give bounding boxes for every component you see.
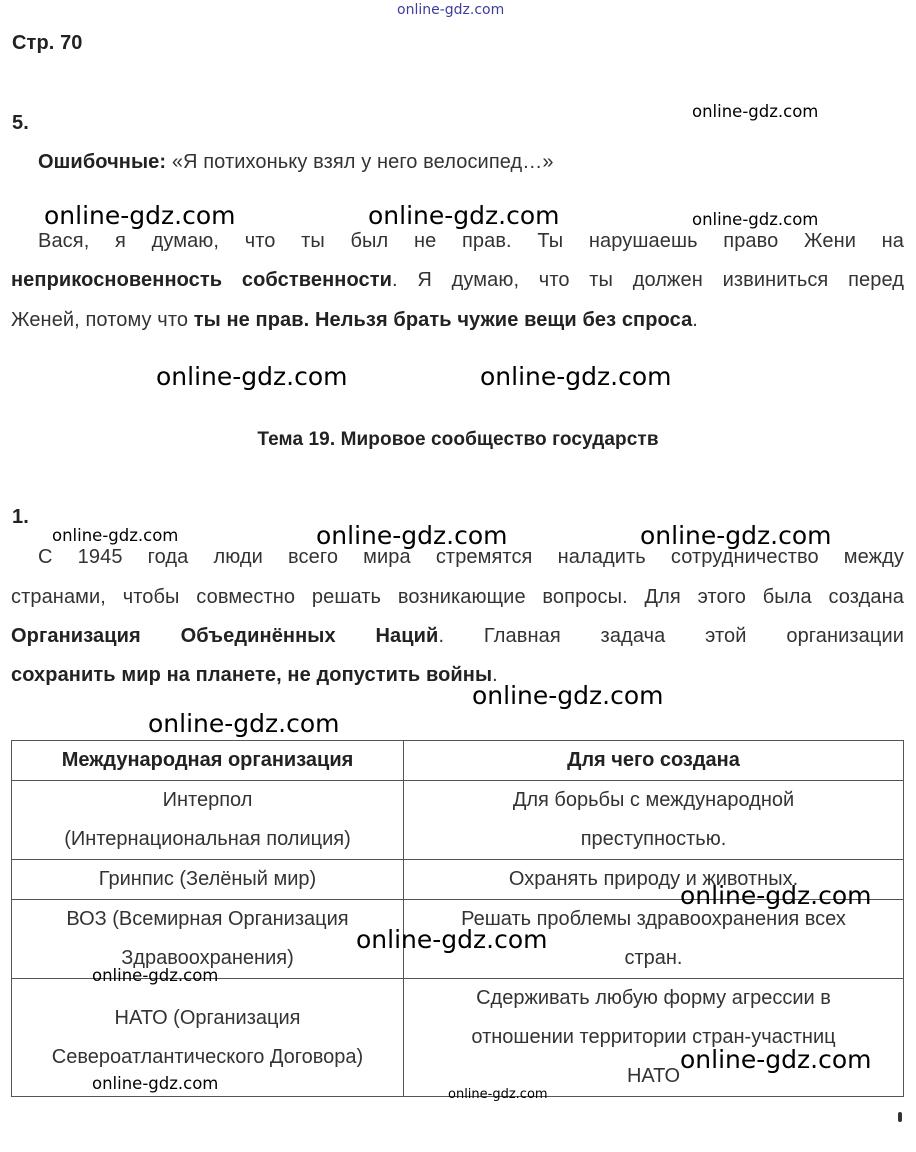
org-line: ВОЗ (Всемирная Организация bbox=[66, 908, 349, 930]
watermark: online-gdz.com bbox=[480, 362, 672, 391]
task1-line4-end: . bbox=[492, 664, 498, 686]
watermark: online-gdz.com bbox=[92, 966, 219, 985]
watermark: online-gdz.com bbox=[692, 210, 819, 229]
org-line: Интерпол bbox=[162, 789, 253, 811]
purpose-line: преступностью. bbox=[580, 828, 727, 850]
table-header-purpose: Для чего создана bbox=[404, 741, 904, 781]
task5-line3-start: Женей, потому что bbox=[11, 309, 194, 331]
org-line: НАТО (Организация bbox=[114, 1006, 301, 1029]
task5-bold-wrong: ты не прав. Нельзя брать чужие вещи без спроса bbox=[193, 309, 693, 331]
table-cell-purpose bbox=[404, 781, 904, 860]
table-row bbox=[12, 781, 904, 860]
purpose-line: отношении территории стран-участниц bbox=[471, 1026, 836, 1048]
org-line: Гринпис (Зелёный мир) bbox=[98, 868, 317, 890]
purpose-line: Сдерживать любую форму агрессии в bbox=[476, 987, 831, 1009]
task5-wrong-line bbox=[38, 143, 554, 182]
watermark: online-gdz.com bbox=[368, 201, 560, 230]
task1-number: 1. bbox=[12, 506, 29, 528]
task5-bold-property: неприкосновенность собственности bbox=[11, 269, 393, 291]
table-cell-purpose bbox=[404, 979, 904, 1097]
watermark: online-gdz.com bbox=[316, 521, 508, 550]
watermark: online-gdz.com bbox=[692, 102, 819, 121]
task1-line1: С 1945 года люди всего мира стремятся наладить сотрудничество между bbox=[38, 546, 904, 568]
watermark: online-gdz.com bbox=[44, 201, 236, 230]
purpose-line: стран. bbox=[624, 947, 683, 969]
watermark: online-gdz.com bbox=[156, 362, 348, 391]
watermark: online-gdz.com bbox=[680, 1045, 872, 1074]
topic-title: Тема 19. Мировое сообщество государств bbox=[257, 429, 659, 450]
watermark: online-gdz.com bbox=[52, 526, 179, 545]
table-header-organization: Международная организация bbox=[12, 741, 404, 781]
purpose-line: Охранять природу и животных. bbox=[508, 868, 799, 890]
task1-bold-goal: сохранить мир на планете, не допустить войны bbox=[11, 664, 493, 686]
task5-paragraph-line1: Вася, я думаю, что ты был не прав. Ты нарушаешь право Жени на bbox=[38, 230, 904, 252]
purpose-line: Решать проблемы здравоохранения всех bbox=[461, 908, 846, 930]
task5-wrong-quote: «Я потихоньку взял у него велосипед…» bbox=[171, 151, 554, 173]
table-cell-org bbox=[12, 860, 404, 900]
task5-paragraph-rest: . Я думаю, что ты должен извиниться перед bbox=[392, 269, 904, 291]
watermark: online-gdz.com bbox=[680, 881, 872, 910]
task1-line2: странами, чтобы совместно решать возникающие вопросы. Для этого была создана bbox=[11, 586, 904, 608]
task1-bold-un: Организация Объединённых Наций bbox=[11, 625, 439, 647]
watermark: online-gdz.com bbox=[356, 925, 548, 954]
task5-paragraph-line3 bbox=[11, 301, 698, 340]
watermark-top: online-gdz.com bbox=[397, 2, 505, 18]
task5-number: 5. bbox=[12, 112, 29, 134]
page-label: Стр. 70 bbox=[12, 32, 83, 54]
task1-line3 bbox=[11, 617, 904, 656]
watermark: online-gdz.com bbox=[640, 521, 832, 550]
watermark: online-gdz.com bbox=[448, 1087, 548, 1102]
watermark: online-gdz.com bbox=[472, 681, 664, 710]
task1-line4 bbox=[11, 656, 498, 695]
org-line: (Интернациональная полиция) bbox=[64, 828, 351, 850]
purpose-line: НАТО bbox=[626, 1065, 681, 1087]
task1-line3-rest: . Главная задача этой организации bbox=[438, 625, 904, 647]
scan-mark bbox=[898, 1112, 902, 1122]
org-line: Североатлантического Договора) bbox=[51, 1045, 364, 1068]
task5-wrong-label: Ошибочные: bbox=[38, 151, 167, 173]
task5-line3-end: . bbox=[692, 309, 698, 331]
purpose-line: Для борьбы с международной bbox=[512, 789, 795, 811]
table-header-row bbox=[12, 741, 904, 781]
watermark: online-gdz.com bbox=[148, 709, 340, 738]
watermark: online-gdz.com bbox=[92, 1074, 219, 1093]
organizations-table bbox=[11, 740, 904, 1097]
table-cell-org bbox=[12, 781, 404, 860]
org-line: Здравоохранения) bbox=[121, 947, 294, 969]
task5-paragraph-line2 bbox=[11, 261, 904, 300]
